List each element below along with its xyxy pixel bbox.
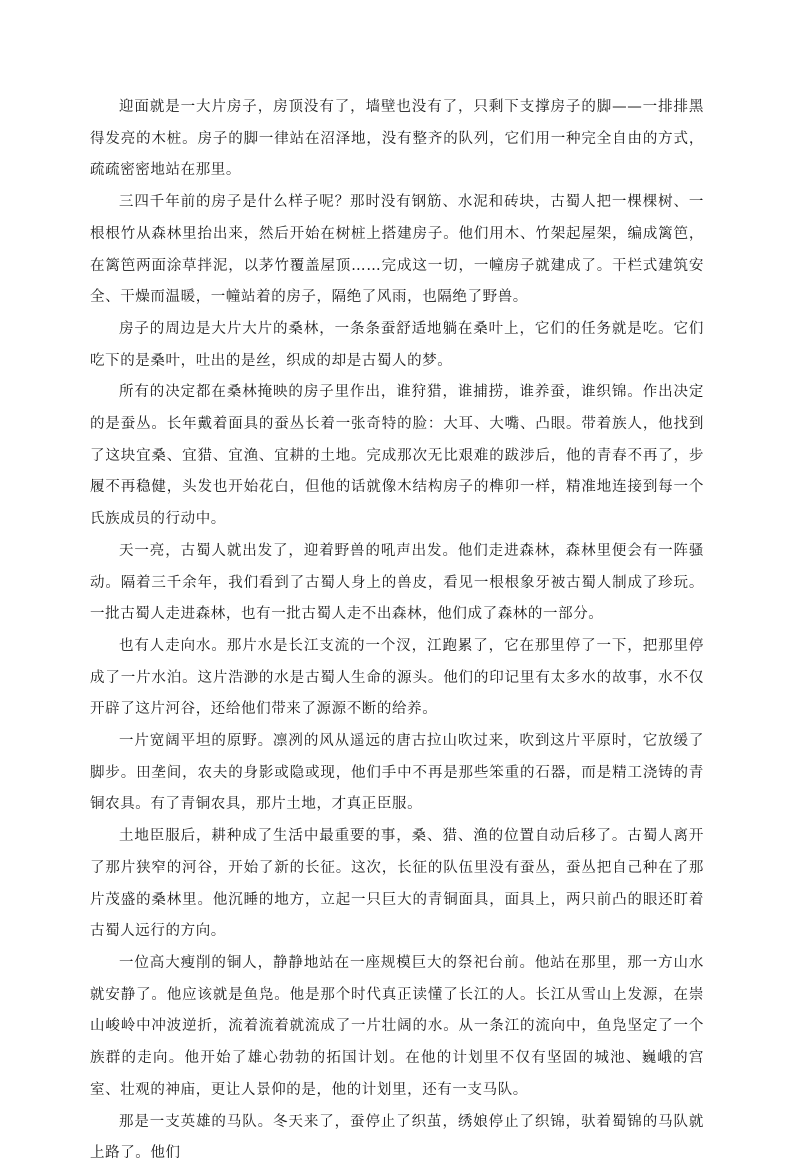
paragraph: 天一亮，古蜀人就出发了，迎着野兽的吼声出发。他们走进森林，森林里便会有一阵骚动。隔着三千余年，我们看到了古蜀人身上的兽皮，看见一根根象牙被古蜀人制成了珍玩。一批古蜀人走进森林，也有一批古蜀人走不出森林，他们成了森林的一部分。 [90, 542, 704, 623]
paragraph: 那是一支英雄的马队。冬天来了，蚕停止了织茧，绣娘停止了织锦，驮着蜀锦的马队就上路了。他们 [90, 1113, 704, 1162]
paragraph: 也有人走向水。那片水是长江支流的一个汊，江跑累了，它在那里停了一下，把那里停成了一片水泊。这片浩渺的水是古蜀人生命的源头。他们的印记里有太多水的故事，水不仅开辟了这片河谷，还给他们带来了源源不断的给养。 [90, 637, 704, 718]
paragraph: 三四千年前的房子是什么样子呢？那时没有钢筋、水泥和砖块，古蜀人把一棵棵树、一根根竹从森林里抬出来，然后开始在树桩上搭建房子。他们用木、竹架起屋架，编成篱笆，在篱笆两面涂草拌泥，以茅竹覆盖屋顶……完成这一切，一幢房子就建成了。干栏式建筑安全、干燥而温暖，一幢站着的房子，隔绝了风雨，也隔绝了野兽。 [90, 194, 704, 306]
paragraph: 一位高大瘦削的铜人，静静地站在一座规模巨大的祭祀台前。他站在那里，那一方山水就安静了。他应该就是鱼凫。他是那个时代真正读懂了长江的人。长江从雪山上发源，在崇山峻岭中冲波逆折，流着流着就流成了一片壮阔的水。从一条江的流向中，鱼凫坚定了一个族群的走向。他开始了雄心勃勃的拓国计划。在他的计划里不仅有坚固的城池、巍峨的宫室、壮观的神庙，更让人景仰的是，他的计划里，还有一支马队。 [90, 954, 704, 1098]
paragraph: 所有的决定都在桑林掩映的房子里作出，谁狩猎，谁捕捞，谁养蚕，谁织锦。作出决定的是蚕丛。长年戴着面具的蚕丛长着一张奇特的脸：大耳、大嘴、凸眼。带着族人，他找到了这块宜桑、宜猎、宜渔、宜耕的土地。完成那次无比艰难的跋涉后，他的青春不再了，步履不再稳健，头发也开始花白，但他的话就像木结构房子的榫卯一样，精准地连接到每一个氏族成员的行动中。 [90, 384, 704, 528]
paragraph: 一片宽阔平坦的原野。凛冽的风从遥远的唐古拉山吹过来，吹到这片平原时，它放缓了脚步。田垄间，农夫的身影或隐或现，他们手中不再是那些笨重的石器，而是精工浇铸的青铜农具。有了青铜农具，那片土地，才真正臣服。 [90, 733, 704, 813]
paragraph: 迎面就是一大片房子，房顶没有了，墙壁也没有了，只剩下支撑房子的脚——一排排黑得发亮的木桩。房子的脚一律站在沼泽地，没有整齐的队列，它们用一种完全自由的方式，疏疏密密地站在那里。 [90, 99, 704, 179]
paragraph: 土地臣服后，耕种成了生活中最重要的事，桑、猎、渔的位置自动后移了。古蜀人离开了那片狭窄的河谷，开始了新的长征。这次，长征的队伍里没有蚕丛，蚕丛把自己种在了那片茂盛的桑林里。他沉睡的地方，立起一只巨大的青铜面具，面具上，两只前凸的眼还盯着古蜀人远行的方向。 [90, 828, 704, 940]
paragraph: 房子的周边是大片大片的桑林，一条条蚕舒适地躺在桑叶上，它们的任务就是吃。它们吃下的是桑叶，吐出的是丝，织成的却是古蜀人的梦。 [90, 320, 704, 369]
document-body [90, 92, 704, 1170]
